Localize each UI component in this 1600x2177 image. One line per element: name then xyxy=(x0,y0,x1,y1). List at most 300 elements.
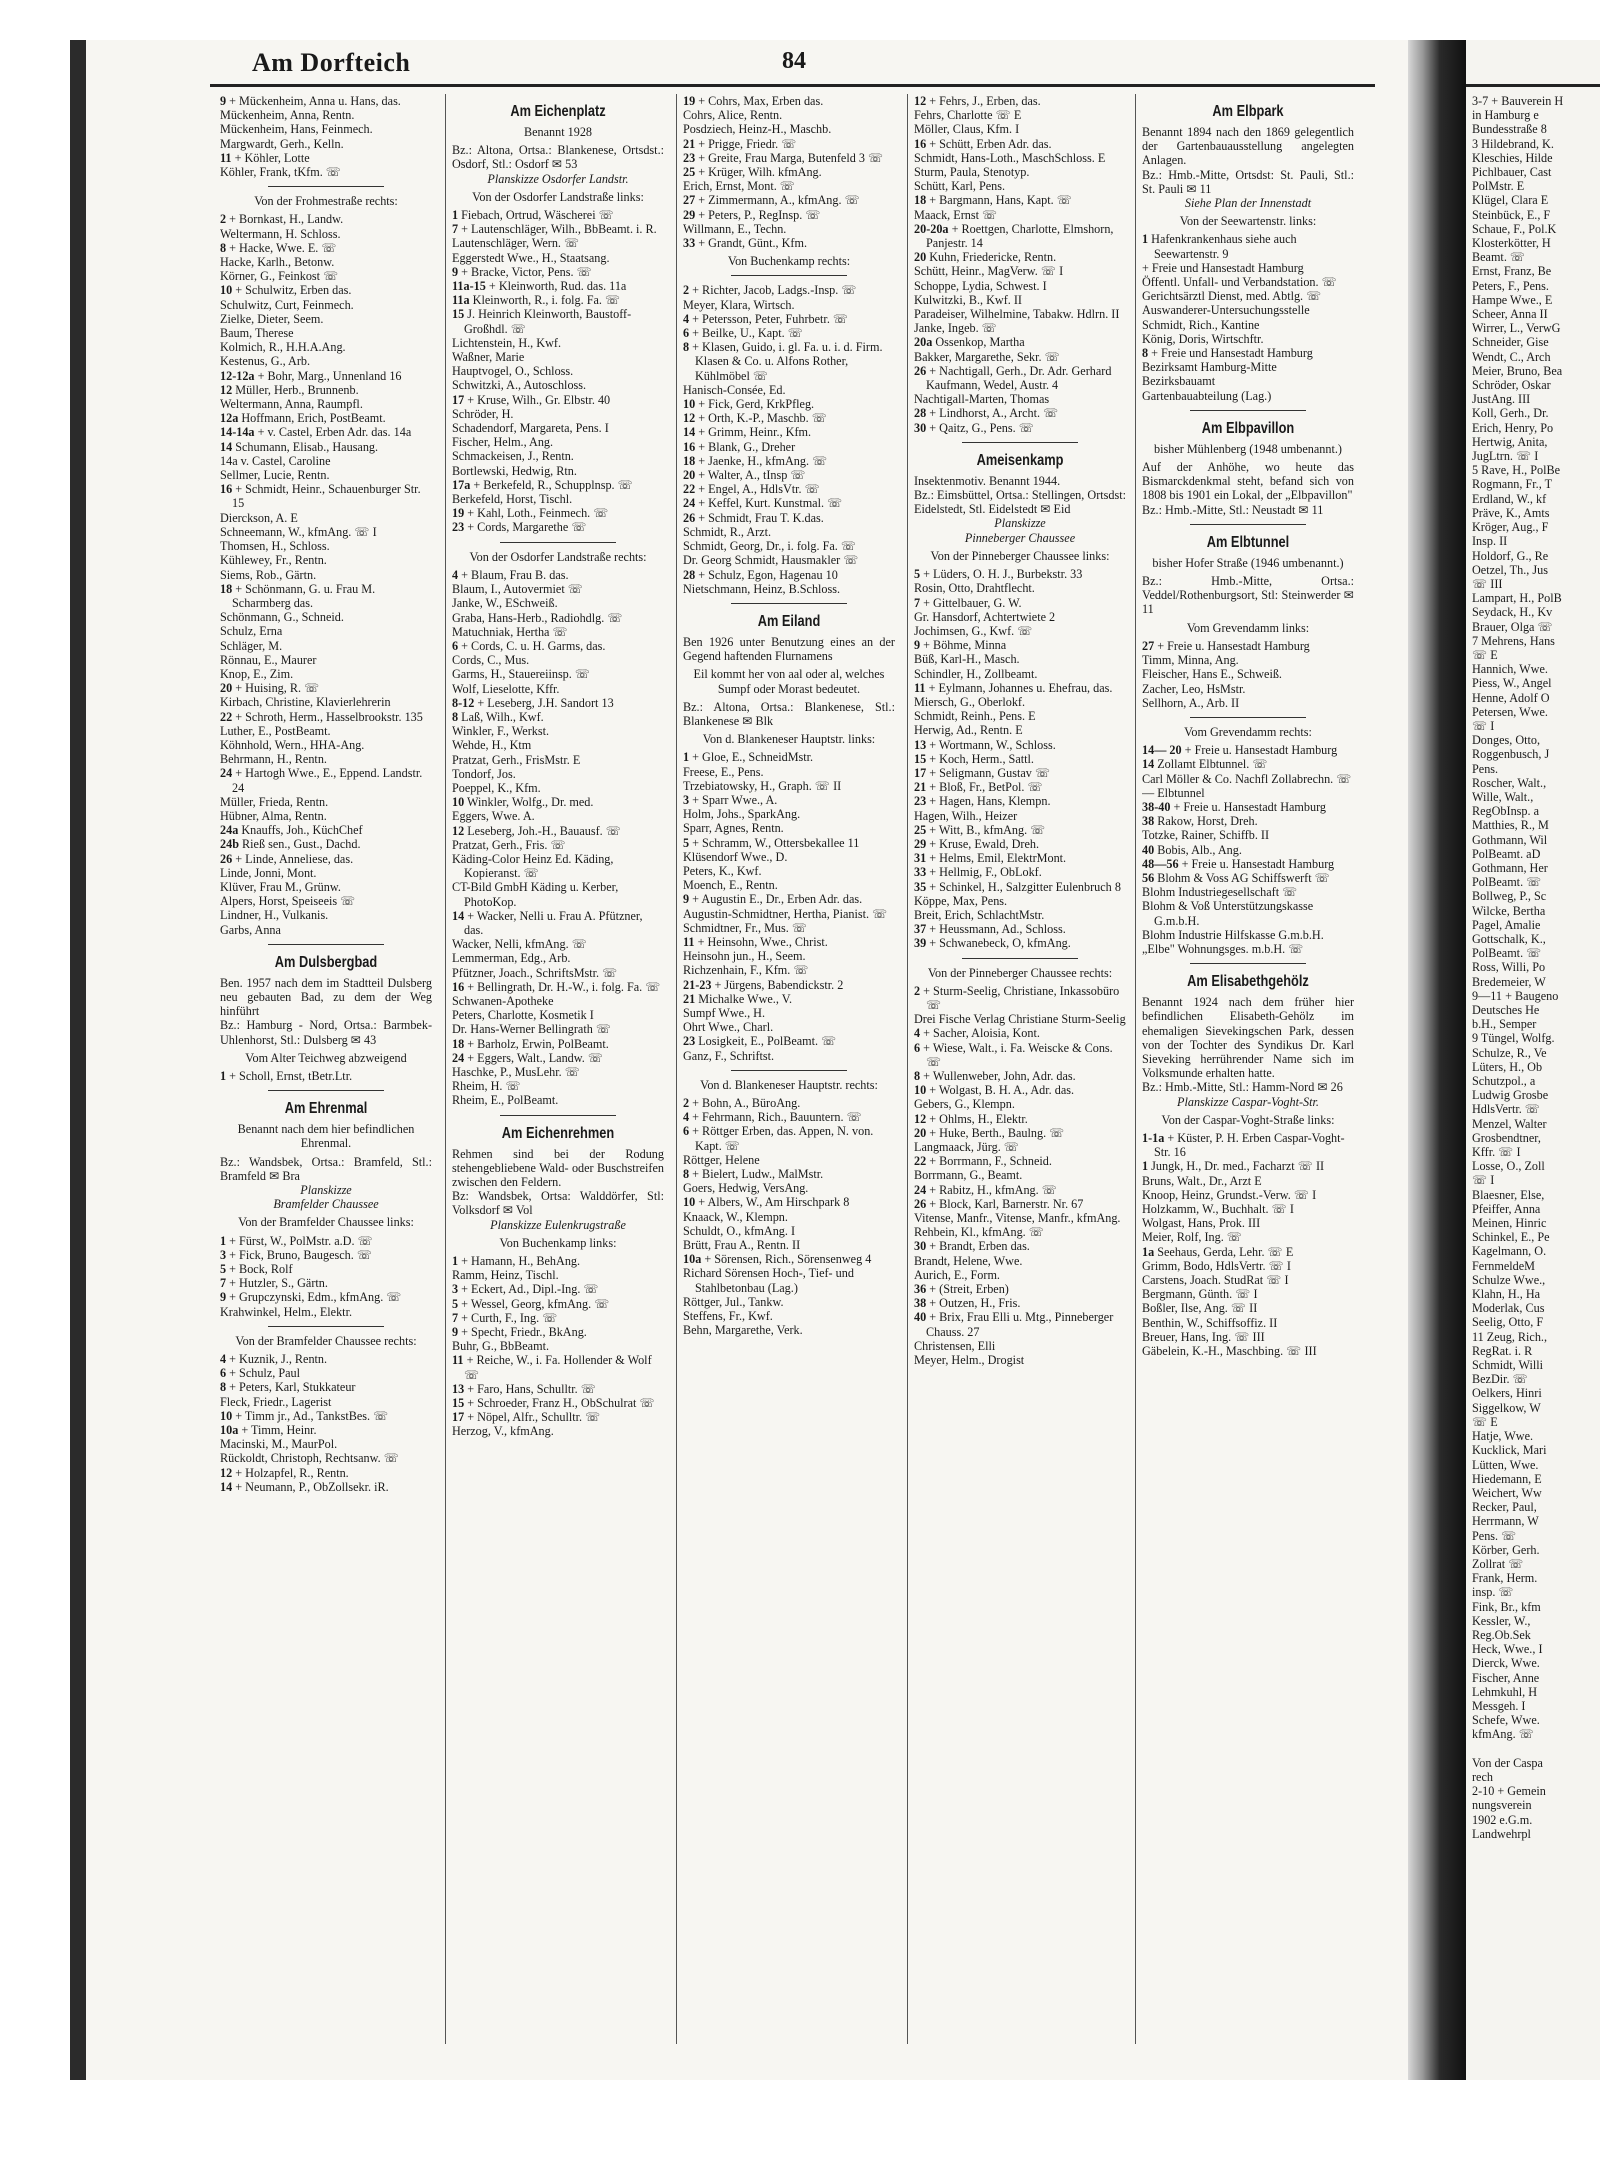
house-number: 9 xyxy=(452,1325,459,1340)
directory-entry: Nachtigall-Marten, Thomas xyxy=(914,392,1050,407)
column-divider xyxy=(676,94,677,2044)
section-note: Benannt nach dem hier befindlichen Ehrenmal. xyxy=(237,1122,415,1151)
directory-entry: 14— 20 + Freie u. Hansestadt Hamburg xyxy=(1142,743,1338,758)
directory-entry: Garbs, Anna xyxy=(220,922,281,937)
house-number: 8 xyxy=(683,340,690,355)
plan-reference: Pinneberger Chaussee xyxy=(964,530,1076,545)
house-number: 6 xyxy=(452,638,459,653)
next-page-line: Klügel, Clara E xyxy=(1472,193,1549,208)
directory-entry: Margwardt, Gerh., Kelln. xyxy=(220,136,344,151)
directory-entry: 12 + Holzapfel, R., Rentn. xyxy=(220,1465,349,1480)
next-page-line: Pens. xyxy=(1472,761,1499,776)
directory-entry: 6 + Beilke, U., Kapt. ☏ xyxy=(683,326,803,341)
directory-entry: Ohrt Wwe., Charl. xyxy=(683,1020,774,1035)
next-page-line: Moderlak, Cus xyxy=(1472,1301,1545,1316)
directory-entry: 2 + Bornkast, H., Landw. xyxy=(220,212,344,227)
directory-entry: Janke, Ingeb. ☏ xyxy=(914,321,997,336)
next-page-line: Rogmann, Fr., T xyxy=(1472,477,1553,492)
directory-entry: 6 + Wiese, Walt., i. Fa. Weiscke & Cons. ☏ xyxy=(914,1040,1113,1069)
house-number: 10 xyxy=(683,397,696,412)
house-number: 4 xyxy=(683,1110,690,1125)
house-number: 19 xyxy=(452,506,465,521)
directory-entry: 9 + Specht, Friedr., BkAng. xyxy=(452,1325,587,1340)
section-separator xyxy=(731,603,848,604)
house-number: 27 xyxy=(1142,638,1155,653)
directory-entry: 20 + Huke, Berth., Baulng. ☏ xyxy=(914,1125,1065,1140)
house-number: 20 xyxy=(220,681,233,696)
directory-entry: 7 + Hutzler, S., Gärtn. xyxy=(220,1276,328,1291)
next-page-line: Kröger, Aug., F xyxy=(1472,520,1549,535)
directory-entry: Jochimsen, G., Kwf. ☏ xyxy=(914,623,1033,638)
directory-entry: Mückenheim, Hans, Feinmech. xyxy=(220,122,373,137)
street-description: Rehmen sind bei der Rodung stehengebliebene Wald- oder Buschstreifen zwischen den Feldern. xyxy=(452,1146,664,1190)
house-number: 8 xyxy=(452,709,459,724)
next-page-line: PolBeamt. aD xyxy=(1472,846,1541,861)
directory-entry: 1 + Fürst, W., PolMstr. a.D. ☏ xyxy=(220,1233,373,1248)
section-separator xyxy=(1190,717,1307,718)
directory-entry: 26 + Linde, Anneliese, das. xyxy=(220,851,354,866)
directory-entry: Garms, H., Stauereiinsp. ☏ xyxy=(452,667,591,682)
page-header xyxy=(252,48,1372,84)
directory-entry: 25 + Witt, B., kfmAng. ☏ xyxy=(914,822,1046,837)
next-page-line: Körber, Gerh. xyxy=(1472,1542,1540,1557)
directory-entry: 11a-15 + Kleinworth, Rud. das. 11a xyxy=(452,279,627,294)
directory-entry: Peters, Charlotte, Kosmetik I xyxy=(452,1008,594,1023)
directory-entry: Rosin, Otto, Drahtflecht. xyxy=(914,581,1035,596)
directory-entry: 29 + Kruse, Ewald, Dreh. xyxy=(914,836,1039,851)
house-number: 9 xyxy=(452,264,459,279)
directory-entry: Richzenhain, F., Kfm. ☏ xyxy=(683,963,809,978)
next-page-line: ☏ E xyxy=(1472,1414,1498,1429)
house-number: 1 xyxy=(1142,232,1149,247)
next-page-line: Holdorf, G., Re xyxy=(1472,548,1549,563)
section-separator xyxy=(1190,410,1307,411)
directory-entry: Benthin, W., Schiffsoffiz. II xyxy=(1142,1315,1278,1330)
directory-entry: 26 + Schmidt, Frau T. K.das. xyxy=(683,510,824,525)
directory-entry: Siems, Rob., Gärtn. xyxy=(220,567,317,582)
house-number: 18 xyxy=(452,1036,465,1051)
directory-entry: Wolf, Lieselotte, Kffr. xyxy=(452,681,560,696)
directory-entry: 27 + Freie u. Hansestadt Hamburg xyxy=(1142,638,1310,653)
directory-entry: Fleischer, Hans E., Schweiß. xyxy=(1142,667,1282,682)
directory-entry: 38 + Outzen, H., Fris. xyxy=(914,1296,1021,1311)
directory-entry: Lautenschläger, Wern. ☏ xyxy=(452,236,580,251)
next-page-line: Hannich, Wwe. xyxy=(1472,662,1548,677)
house-number: 3 xyxy=(683,792,690,807)
directory-entry: 33 + Grandt, Günt., Kfm. xyxy=(683,236,807,251)
section-separator xyxy=(500,542,617,543)
house-number: 29 xyxy=(683,207,696,222)
house-number: 1 xyxy=(452,1254,459,1269)
house-number: 1 xyxy=(220,1069,227,1083)
house-number: 18 xyxy=(914,193,927,208)
house-number: 19 xyxy=(683,94,696,108)
next-page-line: Herrmann, W xyxy=(1472,1514,1539,1529)
house-number: 10a xyxy=(683,1252,702,1267)
house-number: 25 xyxy=(683,165,696,180)
next-page-line: kfmAng. ☏ xyxy=(1472,1727,1534,1742)
plan-reference: Planskizze xyxy=(994,516,1046,531)
directory-entry: Knoop, Heinz, Grundst.-Verw. ☏ I xyxy=(1142,1187,1317,1202)
house-number: 38-40 xyxy=(1142,799,1171,814)
directory-entry: Behrmann, H., Rentn. xyxy=(220,752,327,767)
house-number: 11a xyxy=(452,293,470,308)
next-page-line: Menzel, Walter xyxy=(1472,1116,1547,1131)
section-separator xyxy=(731,1070,848,1071)
directory-entry: Schröder, H. xyxy=(452,406,514,421)
next-page-line: 9 Tüngel, Wolfg. xyxy=(1472,1031,1555,1046)
directory-entry: Timm, Minna, Ang. xyxy=(1142,653,1239,668)
directory-entry: 13 + Faro, Hans, Schulltr. ☏ xyxy=(452,1381,596,1396)
house-number: 7 xyxy=(220,1276,227,1291)
directory-entry: 15 + Koch, Herm., Sattl. xyxy=(914,751,1034,766)
house-number: 27 xyxy=(683,193,696,208)
directory-entry: Goers, Hedwig, VersAng. xyxy=(683,1181,809,1196)
directory-entry: 22 + Engel, A., HdlsVtr. ☏ xyxy=(683,482,820,497)
directory-entry: 5 + Lüders, O. H. J., Burbekstr. 33 xyxy=(914,567,1083,582)
directory-entry: 22 + Borrmann, F., Schneid. xyxy=(914,1154,1052,1169)
next-page-line: Von der Caspa xyxy=(1472,1755,1543,1770)
section-note: Von der Osdorfer Landstraße links: xyxy=(472,189,644,204)
next-page-line: Kffr. ☏ I xyxy=(1472,1145,1521,1160)
directory-entry: Ganz, F., Schriftst. xyxy=(683,1048,775,1063)
house-number: 18 xyxy=(220,581,233,596)
next-page-line: Fink, Br., kfm xyxy=(1472,1599,1541,1614)
directory-entry: Röttger, Jul., Tankw. xyxy=(683,1294,784,1309)
house-number: 1-1a xyxy=(1142,1130,1165,1145)
next-page-line: PolMstr. E xyxy=(1472,179,1525,194)
next-page-line: Erdland, W., kf xyxy=(1472,491,1547,506)
directory-entry: 24 + Hartogh Wwe., E., Eppend. Landstr. 24 xyxy=(220,766,423,795)
directory-entry: Körner, G., Feinkost ☏ xyxy=(220,269,339,284)
directory-entry: Dr. Hans-Werner Bellingrath ☏ xyxy=(452,1022,612,1037)
next-page-line: Schneider, Gise xyxy=(1472,335,1549,350)
street-description: Auf der Anhöhe, wo heute das Bismarckdenkmal steht, befand sich von 1808 bis 1901 ein Lokal, der „Elbpavillon" xyxy=(1142,460,1354,503)
directory-entry: Schindler, H., Zollbeamt. xyxy=(914,666,1038,681)
directory-entry: Köppe, Max, Pens. xyxy=(914,893,1008,908)
directory-entry: 6 + Schulz, Paul xyxy=(220,1366,300,1381)
directory-entry: Schwitzki, A., Autoschloss. xyxy=(452,378,587,393)
directory-entry: Blohm Industriegesellschaft ☏ xyxy=(1142,885,1298,900)
directory-entry: Brütt, Frau A., Rentn. II xyxy=(683,1238,801,1253)
house-number: 5 xyxy=(452,1296,459,1311)
directory-entry: 33 + Hellmig, F., ObLokf. xyxy=(914,865,1042,880)
directory-entry: Tondorf, Jos. xyxy=(452,766,516,781)
house-number: 12 xyxy=(220,382,233,397)
directory-entry: Gäbelein, K.-H., Maschbing. ☏ III xyxy=(1142,1344,1317,1359)
street-heading: Am Eichenplatz xyxy=(510,103,606,120)
next-page-line: Wirrer, L., VerwG xyxy=(1472,321,1561,336)
directory-entry: Öffentl. Unfall- und Verbandstation. ☏ xyxy=(1142,275,1337,290)
directory-entry: 10 + Timm jr., Ad., TankstBes. ☏ xyxy=(220,1408,389,1423)
book-spine xyxy=(1408,40,1466,2080)
house-number: 8 xyxy=(914,1069,921,1083)
next-page-line: Hampe Wwe., E xyxy=(1472,292,1553,307)
directory-entry: 12a Hoffmann, Erich, PostBeamt. xyxy=(220,411,386,426)
house-number: 9 xyxy=(914,638,921,653)
next-page-line: Steinbück, E., F xyxy=(1472,207,1551,222)
next-page-line: Bredemeier, W xyxy=(1472,974,1546,989)
directory-entry: 20a Ossenkop, Martha xyxy=(914,335,1025,350)
house-number: 23 xyxy=(914,794,927,809)
directory-entry: Janke, W., ESchweiß. xyxy=(452,596,558,611)
section-note: Eil kommt her von aal oder al, welches Sumpf oder Morast bedeutet. xyxy=(693,667,885,696)
directory-entry: 40 Bobis, Alb., Ang. xyxy=(1142,842,1242,857)
directory-entry: Kulwitzki, B., Kwf. II xyxy=(914,292,1022,307)
house-number: 26 xyxy=(914,363,927,378)
next-page-line: Hiedemann, E xyxy=(1472,1471,1542,1486)
directory-entry: Nietschmann, Heinz, B.Schloss. xyxy=(683,581,841,596)
house-number: 22 xyxy=(683,482,696,497)
directory-entry: 20 Kuhn, Friedericke, Rentn. xyxy=(914,250,1057,265)
next-page-line: Losse, O., Zoll xyxy=(1472,1159,1545,1174)
next-page-line: Pichlbauer, Cast xyxy=(1472,165,1552,180)
directory-entry: Weltermann, H. Schloss. xyxy=(220,226,341,241)
directory-column-4 xyxy=(914,94,1126,2054)
directory-entry: 24b Rieß sen., Gust., Dachd. xyxy=(220,837,361,852)
next-page-line: Schmidt, Willi xyxy=(1472,1358,1544,1373)
directory-entry: 14 Zollamt Elbtunnel. ☏ xyxy=(1142,757,1268,772)
directory-entry: 20-20a + Roettgen, Charlotte, Elmshorn, Panjestr. 14 xyxy=(914,221,1114,251)
directory-entry: Büß, Karl-H., Masch. xyxy=(914,652,1020,667)
house-number: 31 xyxy=(914,851,927,866)
directory-entry: 7 + Gittelbauer, G. W. xyxy=(914,595,1022,610)
next-page-line: 3-7 + Bauverein H xyxy=(1472,94,1564,108)
directory-entry: 14 + Wacker, Nelli u. Frau A. Pfützner, das. xyxy=(452,908,643,937)
next-page-line: Gothmann, Wil xyxy=(1472,832,1548,847)
directory-entry: 8 + Freie und Hansestadt Hamburg xyxy=(1142,346,1313,361)
house-number: 2 xyxy=(683,283,690,298)
house-number: 10 xyxy=(452,795,465,810)
directory-entry: 9 + Augustin E., Dr., Erben Adr. das. xyxy=(683,892,863,907)
directory-entry: Drei Fische Verlag Christiane Sturm-Seelig xyxy=(914,1012,1126,1027)
directory-entry: Auswanderer-Untersuchungsstelle xyxy=(1142,303,1310,318)
section-separator xyxy=(268,1326,385,1327)
next-page-line: Klahn, H., Ha xyxy=(1472,1287,1541,1302)
section-note: Von d. Blankeneser Hauptstr. rechts: xyxy=(700,1077,878,1092)
section-note: Von der Frohmestraße rechts: xyxy=(254,194,398,209)
house-number: 1 xyxy=(683,750,690,765)
directory-entry: Maack, Ernst ☏ xyxy=(914,207,998,222)
house-number: 10 xyxy=(220,283,233,298)
next-page-line: JugLtrn. ☏ I xyxy=(1472,449,1539,464)
next-page-line: Kagelmann, O. xyxy=(1472,1244,1547,1259)
directory-entry: Alpers, Horst, Speiseeis ☏ xyxy=(220,894,356,909)
house-number: 21-23 xyxy=(683,977,712,992)
house-number: 6 xyxy=(914,1040,921,1055)
house-number: 28 xyxy=(683,567,696,582)
directory-entry: 2 + Sturm-Seelig, Christiane, Inkassobüro ☏ xyxy=(914,983,1120,1012)
house-number: 12 xyxy=(914,94,927,108)
next-page-line: Pagel, Amalie xyxy=(1472,917,1541,932)
directory-entry: CT-Bild GmbH Käding u. Kerber, PhotoKop. xyxy=(452,880,619,909)
next-page-line: Oelkers, Hinri xyxy=(1472,1386,1542,1401)
directory-entry: Breuer, Hans, Ing. ☏ III xyxy=(1142,1329,1265,1344)
next-page-line: Deutsches He xyxy=(1472,1003,1540,1017)
house-number: 26 xyxy=(220,851,233,866)
house-number: 2 xyxy=(683,1096,690,1110)
house-number: 16 xyxy=(220,482,233,497)
next-page-line: Weichert, Ww xyxy=(1472,1485,1542,1500)
directory-entry: 9 + Böhme, Minna xyxy=(914,638,1007,653)
house-number: 20-20a xyxy=(914,221,949,236)
house-number: 33 xyxy=(914,865,927,880)
directory-entry: Vitense, Manfr., Vitense, Manfr., kfmAng. xyxy=(914,1211,1121,1226)
house-number: 14 xyxy=(1142,757,1155,772)
directory-entry: Breit, Erich, SchlachtMstr. xyxy=(914,907,1045,922)
section-separator xyxy=(500,1115,617,1116)
directory-entry: 16 + Blank, G., Dreher xyxy=(683,439,796,454)
directory-entry: Schwanen-Apotheke xyxy=(452,993,554,1008)
section-note: Von der Pinneberger Chaussee rechts: xyxy=(927,965,1113,980)
directory-entry: Cords, C., Mus. xyxy=(452,653,530,668)
next-page-line: Hertwig, Anita, xyxy=(1472,434,1548,449)
house-number: 16 xyxy=(683,439,696,454)
house-number: 14 xyxy=(220,1479,233,1494)
section-separator xyxy=(268,944,385,945)
house-number: 25 xyxy=(914,822,927,837)
next-page-line: nungsverein xyxy=(1472,1798,1532,1813)
directory-entry: Herzog, V., kfmAng. xyxy=(452,1424,554,1439)
directory-entry: Haschke, P., MusLehr. ☏ xyxy=(452,1065,580,1079)
directory-entry: 7 + Curth, F., Ing. ☏ xyxy=(452,1310,558,1325)
directory-entry: 25 + Krüger, Wilh. kfmAng. xyxy=(683,165,822,180)
directory-entry: Wolgast, Hans, Prok. III xyxy=(1142,1216,1261,1231)
binding-shadow-left xyxy=(70,40,86,2080)
directory-entry: 8 + Wullenweber, John, Adr. das. xyxy=(914,1069,1076,1083)
directory-entry: 26 + Block, Karl, Barnerstr. Nr. 67 xyxy=(914,1196,1084,1211)
house-number: 4 xyxy=(683,311,690,326)
directory-entry: 2 + Bohn, A., BüroAng. xyxy=(683,1096,801,1110)
directory-entry: 18 + Bargmann, Hans, Kapt. ☏ xyxy=(914,193,1072,208)
directory-entry: Sellhorn, A., Arb. II xyxy=(1142,695,1240,710)
house-number: 33 xyxy=(683,236,696,251)
directory-entry: Fischer, Helm., Ang. xyxy=(452,435,554,450)
house-number: 12 xyxy=(452,823,465,838)
directory-entry: Heinsohn jun., H., Seem. xyxy=(683,949,806,964)
next-page-line: Präve, K., Amts xyxy=(1472,505,1550,520)
next-page-line: ☏ E xyxy=(1472,647,1498,662)
column-divider xyxy=(907,94,908,2044)
house-number: 22 xyxy=(220,709,233,724)
next-page-line: Matthies, R., M xyxy=(1472,818,1549,833)
next-page-line: Petersen, Wwe. xyxy=(1472,704,1548,719)
directory-entry: 21 Michalke Wwe., V. xyxy=(683,991,792,1006)
directory-entry: 17 + Kruse, Wilh., Gr. Elbstr. 40 xyxy=(452,392,611,407)
next-page-line: PolBeamt. ☏ xyxy=(1472,946,1542,961)
directory-entry: Krahwinkel, Helm., Elektr. xyxy=(220,1304,352,1319)
section-note: Von der Seewartenstr. links: xyxy=(1179,214,1317,229)
header-rule-next-page xyxy=(1466,84,1600,87)
house-number: 4 xyxy=(452,567,459,582)
street-description: Bz.: Hamburg - Nord, Ortsa.: Barmbek-Uhlenhorst, Stl.: Dulsberg ✉ 43 xyxy=(220,1018,432,1047)
house-number: 24 xyxy=(683,496,696,511)
directory-entry: Schadendorf, Margareta, Pens. I xyxy=(452,421,609,436)
directory-entry: Totzke, Rainer, Schiffb. II xyxy=(1142,828,1270,843)
directory-entry: Schütt, Karl, Pens. xyxy=(914,179,1006,194)
next-page-line xyxy=(1472,1742,1600,1756)
next-page-line: Reg.Ob.Sek xyxy=(1472,1627,1531,1642)
directory-entry: 8 + Peters, Karl, Stukkateur xyxy=(220,1380,356,1395)
street-description: Bz: Wandsbek, Ortsa: Walddörfer, Stl: Volksdorf ✉ Vol xyxy=(452,1189,664,1218)
next-page-line: 11 Zeug, Rich., xyxy=(1472,1329,1548,1344)
house-number: 4 xyxy=(220,1352,227,1367)
directory-entry: Rönnau, E., Maurer xyxy=(220,652,317,667)
house-number: 18 xyxy=(683,453,696,468)
directory-entry: 23 + Hagen, Hans, Klempn. xyxy=(914,794,1051,809)
house-number: 23 xyxy=(683,1034,696,1049)
directory-entry: Schmidt, Hans-Loth., MaschSchloss. E xyxy=(914,150,1106,165)
house-number: 13 xyxy=(914,737,927,752)
directory-entry: 5 + Wessel, Georg, kfmAng. ☏ xyxy=(452,1296,610,1311)
directory-entry: 4 + Sacher, Aloisia, Kont. xyxy=(914,1026,1040,1041)
next-page-line: ☏ III xyxy=(1472,576,1503,591)
directory-entry: Blohm Industrie Hilfskasse G.m.b.H. xyxy=(1142,927,1324,942)
directory-entry: Bergmann, Günth. ☏ I xyxy=(1142,1287,1258,1302)
directory-entry: Lindner, H., Vulkanis. xyxy=(220,908,329,923)
directory-entry: Graba, Hans-Herb., Radiohdlg. ☏ xyxy=(452,610,623,625)
directory-entry: Schmidt, Rich., Kantine xyxy=(1142,317,1260,332)
house-number: 2 xyxy=(220,212,227,227)
next-page-line: Fischer, Anne xyxy=(1472,1670,1540,1685)
directory-entry: Moench, E., Rentn. xyxy=(683,878,778,893)
house-number: 11 xyxy=(220,150,232,165)
house-number: 12 xyxy=(683,411,696,426)
next-page-line: 1902 e.G.m. xyxy=(1472,1812,1533,1827)
directory-entry: Ramm, Heinz, Tischl. xyxy=(452,1268,559,1283)
next-page-line: Schinkel, E., Pe xyxy=(1472,1230,1550,1245)
directory-entry: Dierckson, A. E xyxy=(220,510,298,525)
directory-entry: 11 + Heinsohn, Wwe., Christ. xyxy=(683,934,828,949)
house-number: 9 xyxy=(220,1290,227,1305)
next-page-line: Bundesstraße 8 xyxy=(1472,122,1547,137)
section-separator xyxy=(1190,524,1307,525)
directory-entry: Gerichtsärztl Dienst, med. Abtlg. ☏ xyxy=(1142,289,1322,304)
next-page-line: Grosbendtner, xyxy=(1472,1130,1541,1145)
directory-entry: 35 + Schinkel, H., Salzgitter Eulenbruch 8 xyxy=(914,879,1121,894)
house-number: 20 xyxy=(683,468,696,483)
directory-entry: Herwig, Ad., Rentn. E xyxy=(914,723,1023,738)
next-page-line: ☏ I xyxy=(1472,1173,1495,1188)
section-note: Von Buchenkamp rechts: xyxy=(727,254,851,269)
directory-entry: Freese, E., Pens. xyxy=(683,764,764,779)
directory-column-1 xyxy=(220,94,432,2054)
directory-entry: Luther, E., PostBeamt. xyxy=(220,723,331,738)
directory-entry: Hacke, Karlh., Betonw. xyxy=(220,255,335,270)
house-number: 9 xyxy=(683,892,690,907)
section-separator xyxy=(268,1090,385,1091)
next-page-line: JustAng. III xyxy=(1472,392,1531,407)
directory-entry: Bezirksamt Hamburg-Mitte xyxy=(1142,360,1277,375)
directory-entry: 37 + Heussmann, Ad., Schloss. xyxy=(914,922,1066,937)
next-page-line: Gothmann, Her xyxy=(1472,860,1548,875)
next-page-line: RegRat. i. R xyxy=(1472,1343,1533,1358)
directory-entry: Schütt, Heinr., MagVerw. ☏ I xyxy=(914,264,1064,279)
plan-reference: Siehe Plan der Innenstadt xyxy=(1184,196,1312,211)
directory-entry: Gr. Hansdorf, Achtertwiete 2 xyxy=(914,609,1056,624)
house-number: 8 xyxy=(220,240,227,255)
house-number: 6 xyxy=(220,1366,227,1381)
directory-entry: 14a v. Castel, Caroline xyxy=(220,453,331,468)
directory-entry: 23 + Greite, Frau Marga, Butenfeld 3 ☏ xyxy=(683,150,884,165)
directory-entry: Rückoldt, Christoph, Rechtsanw. ☏ xyxy=(220,1451,399,1466)
directory-entry: 30 + Brandt, Erben das. xyxy=(914,1239,1030,1254)
house-number: 3 xyxy=(220,1247,227,1262)
house-number: 7 xyxy=(452,222,459,237)
directory-entry: Zielke, Dieter, Seem. xyxy=(220,311,324,326)
directory-entry: 16 + Schmidt, Heinr., Schauenburger Str. 15 xyxy=(220,482,421,511)
page-margin-left xyxy=(0,0,70,2177)
